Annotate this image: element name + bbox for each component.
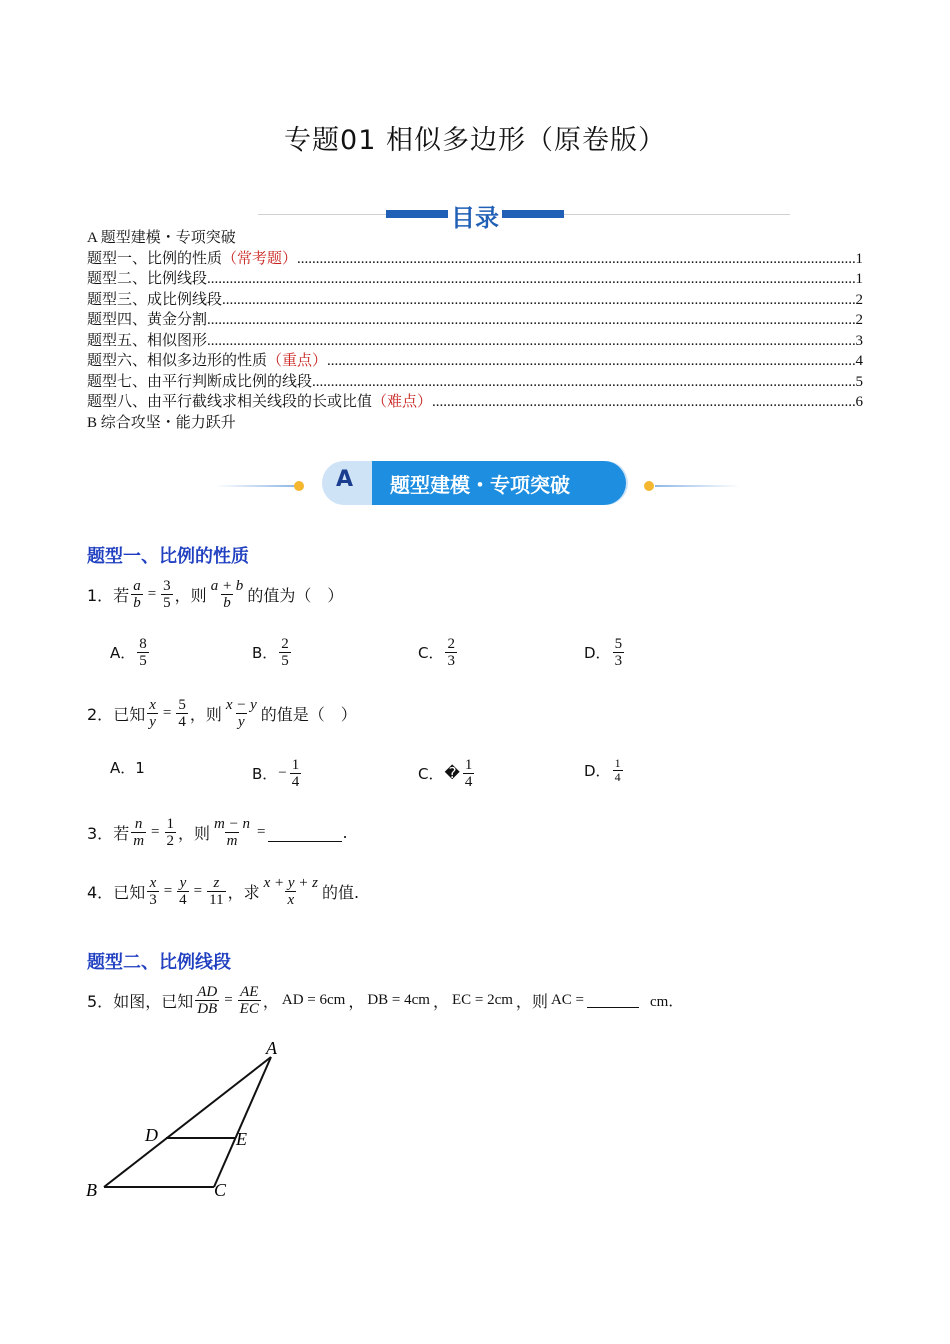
toc-item[interactable] <box>87 351 863 372</box>
toc-item[interactable] <box>87 269 863 290</box>
toc-item-page: 6 <box>855 394 863 410</box>
q2-fraction-2: $\frac{5}{4}$ <box>178 697 186 730</box>
toc-leader <box>207 269 855 290</box>
toc-section-a[interactable]: A 题型建模・专项突破 <box>87 230 236 246</box>
q1-pre: 若 <box>113 586 130 605</box>
toc-item[interactable] <box>87 392 863 413</box>
label-c: C <box>214 1180 227 1200</box>
toc-item-tag: （常考题） <box>222 250 298 267</box>
toc-leader <box>432 392 855 413</box>
side-ac <box>214 1057 271 1187</box>
toc-rule-left <box>258 214 388 215</box>
question-5: 5． 如图，已知 $\frac{AD}{DB}$ = $\frac{AE}{EC}$ ， AD = 6cm ， DB = 4cm ， EC = 2cm ， 则 AC = cm． <box>87 984 684 1017</box>
q3-fraction-2: $\frac{1}{2}$ <box>166 816 175 849</box>
q1-fraction-1: $\frac{a}{b}$ <box>133 578 141 611</box>
q4-fraction-2: $\frac{y}{4}$ <box>179 875 187 908</box>
banner-title: 题型建模・专项突破 <box>390 473 570 497</box>
side-ab <box>104 1057 271 1187</box>
toc-item-page: 5 <box>855 373 863 390</box>
q3-mid: ，则 <box>178 824 211 843</box>
toc-item-tag: （重点） <box>267 353 328 369</box>
toc-item[interactable] <box>87 331 863 352</box>
toc-accent-right <box>502 210 564 218</box>
q5-number: 5． <box>87 992 114 1011</box>
option-letter: B． <box>252 765 278 783</box>
q5-unit: cm． <box>650 994 684 1010</box>
toc-item[interactable] <box>87 249 863 270</box>
option-letter: D． <box>584 644 611 662</box>
q5-ac-label: AC = <box>550 992 584 1008</box>
triangle-figure <box>80 1035 300 1205</box>
q2-option-c[interactable] <box>418 757 476 790</box>
option-fraction: $\frac{8}{5}$ <box>139 636 147 669</box>
q4-fraction-4: $\frac{x + y + z}{x}$ <box>263 875 319 908</box>
q3-number: 3． <box>87 824 114 843</box>
question-3 <box>87 816 348 849</box>
q4-post: 的值. <box>322 883 360 902</box>
q1-option-c[interactable] <box>418 636 459 669</box>
q5-condition-ec: EC = 2cm <box>451 992 513 1008</box>
q1-fraction-2: $\frac{3}{5}$ <box>163 578 171 611</box>
section-title-2: 题型二、比例线段 <box>87 952 231 973</box>
q5-answer-blank[interactable] <box>587 993 639 1008</box>
q2-post: 的值是（ ） <box>260 705 357 724</box>
toc-item-page: 3 <box>855 332 863 349</box>
q1-post: 的值为（ ） <box>247 586 344 605</box>
question-1 <box>87 578 343 611</box>
q2-fraction-3: $\frac{x - y}{y}$ <box>225 697 257 730</box>
toc-heading-bar <box>0 198 950 232</box>
toc-item-page: 4 <box>855 353 863 369</box>
toc-item-label: 题型五、相似图形 <box>87 332 208 349</box>
option-letter: A． <box>110 644 136 662</box>
toc-rule-right <box>564 214 790 215</box>
q3-fraction-3: $\frac{m - n}{m}$ <box>214 816 250 849</box>
label-b: B <box>86 1180 97 1200</box>
toc-heading: 目录 <box>451 204 499 232</box>
q1-fraction-3: $\frac{a + b}{b}$ <box>210 578 244 611</box>
q4-pre: 已知 <box>113 883 146 902</box>
q4-mid: ，求 <box>227 883 260 902</box>
q1-number: 1． <box>87 586 114 605</box>
toc-accent-left <box>386 210 448 218</box>
q4-fraction-1: $\frac{x}{3}$ <box>149 875 157 908</box>
q2-option-b[interactable] <box>252 757 303 790</box>
question-4: 4． 已知 $\frac{x}{3}$ = $\frac{y}{4}$ = $\frac{z}{11}$ ，求 $\frac{x + y + z}{x}$ 的值. <box>87 875 360 908</box>
toc-item-label: 题型八、由平行截线求相关线段的长或比值 <box>87 394 373 410</box>
toc-item[interactable] <box>87 372 863 393</box>
q1-option-d[interactable] <box>584 636 626 669</box>
q3-post: . <box>342 823 348 842</box>
option-letter: A． <box>110 759 136 777</box>
toc-item[interactable] <box>87 290 863 311</box>
toc-item-page: 1 <box>855 250 863 267</box>
option-letter: D． <box>584 762 611 780</box>
toc-item-label: 题型三、成比例线段 <box>87 291 223 308</box>
q1-option-b[interactable] <box>252 636 293 669</box>
label-e: E <box>236 1129 247 1149</box>
option-fraction: $\frac{2}{5}$ <box>281 636 289 669</box>
q3-equals-2: = <box>257 824 266 840</box>
q1-mid: ，则 <box>174 586 207 605</box>
toc-item-tag: （难点） <box>372 394 433 410</box>
option-letter: C． <box>418 765 444 783</box>
toc-section-b[interactable]: B 综合攻坚・能力跃升 <box>87 414 236 431</box>
q3-fraction-1: $\frac{n}{m}$ <box>133 816 145 849</box>
toc-item-page: 1 <box>855 271 863 287</box>
toc-leader <box>312 372 855 393</box>
option-fraction: $\frac{2}{3}$ <box>447 636 455 669</box>
option-fraction: $\frac{5}{3}$ <box>614 636 623 669</box>
q1-equals: = <box>147 586 157 602</box>
option-value: 1 <box>135 758 145 777</box>
toc-item-label: 题型一、比例的性质 <box>87 250 223 267</box>
toc-item[interactable] <box>87 310 863 331</box>
q5-condition-db: DB = 4cm <box>367 992 430 1008</box>
toc-item-page: 2 <box>855 291 863 308</box>
q2-equals: = <box>162 705 172 721</box>
q1-option-a[interactable] <box>110 636 151 669</box>
option-fraction: $\frac{1}{4}$ <box>614 756 621 784</box>
q2-option-a[interactable] <box>110 757 145 778</box>
toc-leader <box>327 351 855 372</box>
page-title: 专题01 相似多边形（原卷版） <box>284 125 666 156</box>
q2-number: 2． <box>87 705 114 724</box>
toc-item-label: 题型六、相似多边形的性质 <box>87 353 268 369</box>
q5-fraction-2: $\frac{AE}{EC}$ <box>239 984 259 1017</box>
q5-post: 则 <box>531 992 548 1011</box>
q2-mid: ，则 <box>189 705 222 724</box>
banner-letter: A <box>336 467 354 492</box>
toc-leader <box>297 249 855 270</box>
toc-leader <box>207 310 855 331</box>
option-sign: � <box>444 766 460 782</box>
q5-condition-ad: AD = 6cm <box>281 992 346 1008</box>
section-title-1: 题型一、比例的性质 <box>87 546 249 567</box>
label-a: A <box>266 1038 277 1058</box>
q2-option-d[interactable] <box>584 757 625 784</box>
option-letter: B． <box>252 644 278 662</box>
q3-answer-blank[interactable] <box>268 823 342 842</box>
q5-fraction-1: $\frac{AD}{DB}$ <box>197 984 218 1017</box>
section-banner <box>0 458 950 508</box>
q2-fraction-1: $\frac{x}{y}$ <box>149 697 156 730</box>
toc-item-label: 题型四、黄金分割 <box>87 312 208 328</box>
question-2 <box>87 697 357 730</box>
toc-item-page: 2 <box>855 312 863 328</box>
q3-equals: = <box>151 824 160 840</box>
option-letter: C． <box>418 644 444 662</box>
toc-item-label: 题型二、比例线段 <box>87 271 208 287</box>
toc-item-label: 题型七、由平行判断成比例的线段 <box>87 373 313 390</box>
option-sign: − <box>278 765 287 781</box>
option-fraction: $\frac{1}{4}$ <box>291 757 300 790</box>
toc-leader <box>207 331 855 352</box>
option-fraction: $\frac{1}{4}$ <box>464 757 473 790</box>
q4-number: 4． <box>87 883 114 902</box>
q3-pre: 若 <box>113 824 130 843</box>
table-of-contents <box>87 228 863 433</box>
q5-pre: 如图，已知 <box>113 992 194 1011</box>
q4-fraction-3: $\frac{z}{11}$ <box>209 875 224 908</box>
toc-leader <box>222 290 855 311</box>
label-d: D <box>145 1125 158 1145</box>
q2-pre: 已知 <box>113 705 146 724</box>
